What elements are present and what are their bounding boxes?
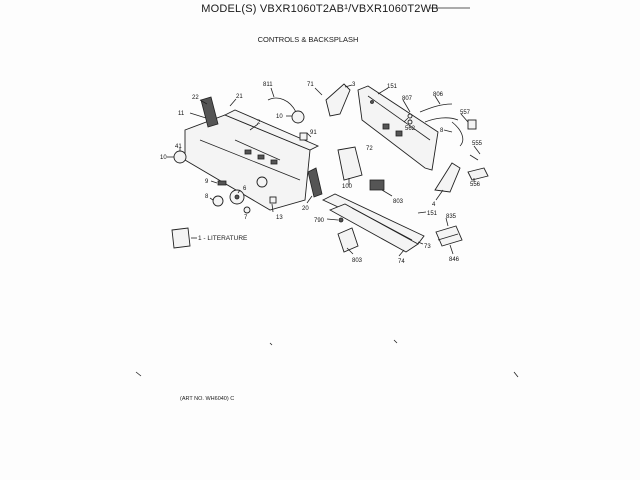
callout-8-right: 8	[440, 128, 444, 134]
callout-790: 790	[314, 218, 325, 224]
harness-part	[436, 226, 462, 246]
callout-8-left: 8	[205, 194, 209, 200]
callout-811: 811	[263, 82, 273, 88]
callout-91: 91	[310, 130, 317, 136]
side-bracket-part	[435, 163, 460, 192]
callout-22: 22	[192, 95, 199, 101]
callout-806: 806	[433, 92, 444, 98]
end-cap-right-part	[308, 168, 322, 197]
callout-13: 13	[276, 215, 283, 221]
callout-2: 2	[257, 120, 261, 126]
callout-3: 3	[352, 82, 356, 88]
section-title: CONTROLS & BACKSPLASH	[257, 35, 359, 44]
callout-100: 100	[342, 184, 353, 190]
callout-41: 41	[175, 144, 182, 150]
callout-7: 7	[244, 215, 248, 221]
callout-556: 556	[470, 182, 481, 188]
hinge-part	[338, 228, 358, 252]
pressure-switch-parts	[468, 155, 488, 180]
callout-557: 557	[460, 110, 471, 116]
callout-73: 73	[424, 244, 431, 250]
callout-11: 11	[178, 111, 185, 117]
callout-10-right: 10	[276, 114, 283, 120]
callout-74: 74	[398, 259, 405, 265]
literature-label: 1 - LITERATURE	[198, 235, 248, 242]
callout-803-bottom: 803	[352, 258, 363, 264]
end-cap-left-part	[201, 97, 218, 127]
bottom-trim-part	[323, 194, 424, 252]
backsplash-part	[358, 86, 438, 170]
model-title: MODEL(S) VBXR1060T2AB¹/VBXR1060T2WB	[201, 3, 439, 15]
callout-846: 846	[449, 257, 460, 263]
screw-part	[339, 218, 343, 222]
callout-151-bottom: 151	[427, 211, 438, 217]
scan-artifacts	[136, 340, 518, 377]
callout-10-left: 10	[160, 155, 167, 161]
callout-71: 71	[307, 82, 314, 88]
callout-835: 835	[446, 214, 457, 220]
art-number: (ART NO. WH6040) C	[180, 396, 235, 402]
callout-20: 20	[302, 206, 309, 212]
literature-booklet	[172, 228, 190, 248]
callout-151-top: 151	[387, 84, 398, 90]
callout-555: 555	[472, 141, 483, 147]
callout-807: 807	[402, 96, 413, 102]
callout-803-top: 803	[393, 199, 404, 205]
callout-21: 21	[236, 94, 243, 100]
callout-72: 72	[366, 146, 373, 152]
callout-562: 562	[405, 126, 416, 132]
callout-6: 6	[243, 186, 247, 192]
bracket-part	[326, 84, 350, 116]
callout-9: 9	[205, 179, 209, 185]
callout-4: 4	[432, 202, 436, 208]
